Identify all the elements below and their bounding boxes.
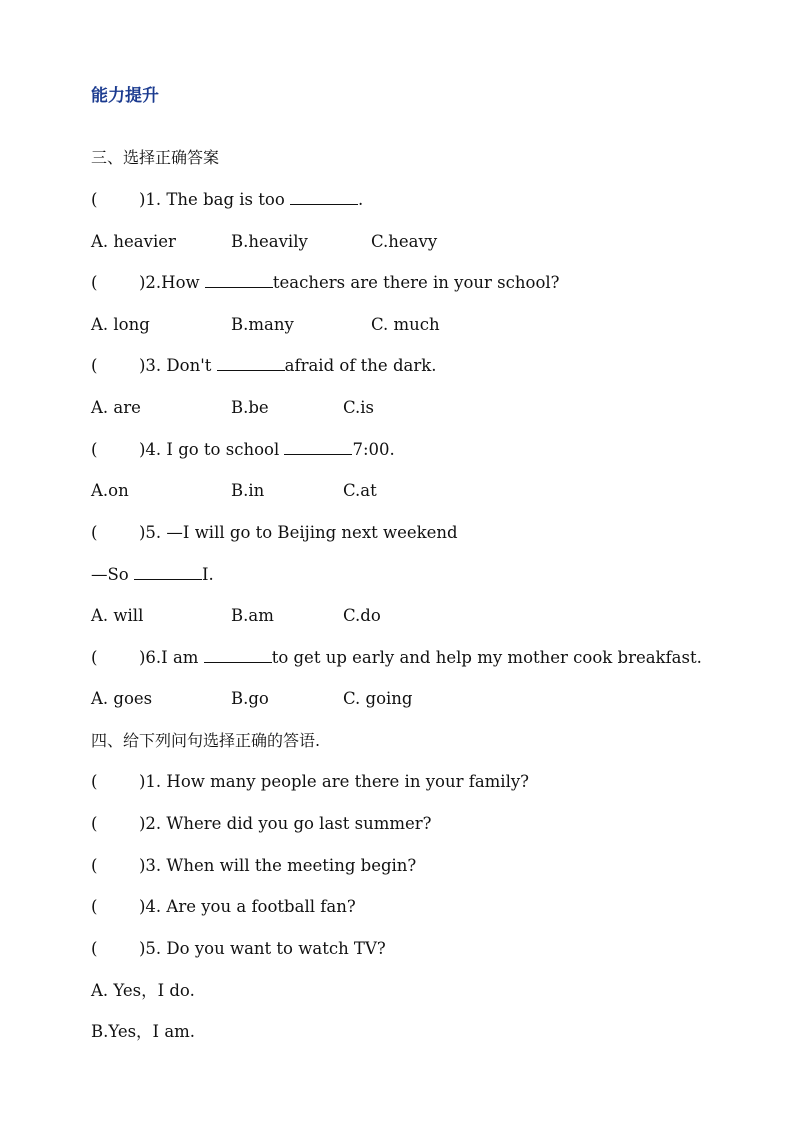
option-a: A. are (91, 398, 141, 417)
question-4-1: ( )1. How many people are there in your family? (91, 772, 530, 791)
option-c: C.do (343, 606, 381, 625)
option-b: B.heavily (231, 232, 308, 251)
answer-paren[interactable]: ( (91, 897, 98, 916)
section-4-heading: 四、给下列问句选择正确的答语. (91, 731, 321, 750)
question-3-2: ( )2.How teachers are there in your school? (91, 273, 560, 292)
fill-blank (205, 273, 273, 288)
fill-blank (204, 648, 272, 663)
option-b: B.many (231, 315, 294, 334)
fill-blank (217, 356, 285, 371)
option-c: C.is (343, 398, 375, 417)
answer-paren[interactable]: ( (91, 772, 98, 791)
fill-blank (284, 440, 352, 455)
answer-paren[interactable]: ( (91, 648, 98, 667)
option-b: B.in (231, 481, 265, 500)
fill-blank (134, 565, 202, 580)
option-a: A. will (91, 606, 144, 625)
question-3-5-reply: —So I. (91, 565, 214, 584)
question-4-3: ( )3. When will the meeting begin? (91, 856, 417, 875)
option-a: A. long (91, 315, 150, 334)
section-3-heading: 三、选择正确答案 (91, 148, 220, 167)
fill-blank (290, 190, 358, 205)
option-a: A. heavier (91, 232, 176, 251)
option-a: A. goes (91, 689, 153, 708)
question-4-5: ( )5. Do you want to watch TV? (91, 939, 386, 958)
question-3-1: ( )1. The bag is too . (91, 190, 364, 209)
question-4-4: ( )4. Are you a football fan? (91, 897, 356, 916)
page-title: 能力提升 (91, 86, 159, 106)
option-c: C. much (371, 315, 440, 334)
question-3-4: ( )4. I go to school 7:00. (91, 440, 395, 459)
answer-paren[interactable]: ( (91, 190, 98, 209)
question-3-3: ( )3. Don't afraid of the dark. (91, 356, 437, 375)
answer-paren[interactable]: ( (91, 440, 98, 459)
question-4-2: ( )2. Where did you go last summer? (91, 814, 432, 833)
answer-paren[interactable]: ( (91, 523, 98, 542)
answer-paren[interactable]: ( (91, 939, 98, 958)
answer-a: A. Yes，I do. (91, 981, 195, 1000)
option-b: B.be (231, 398, 269, 417)
option-b: B.am (231, 606, 274, 625)
question-3-6: ( )6.I am to get up early and help my mother cook breakfast. (91, 648, 702, 667)
answer-paren[interactable]: ( (91, 814, 98, 833)
answer-paren[interactable]: ( (91, 356, 98, 375)
answer-b: B.Yes，I am. (91, 1022, 196, 1041)
option-b: B.go (231, 689, 269, 708)
option-c: C.at (343, 481, 377, 500)
option-a: A.on (91, 481, 129, 500)
answer-paren[interactable]: ( (91, 856, 98, 875)
answer-paren[interactable]: ( (91, 273, 98, 292)
option-c: C. going (343, 689, 413, 708)
option-c: C.heavy (371, 232, 438, 251)
question-3-5: ( )5. —I will go to Beijing next weekend (91, 523, 458, 542)
